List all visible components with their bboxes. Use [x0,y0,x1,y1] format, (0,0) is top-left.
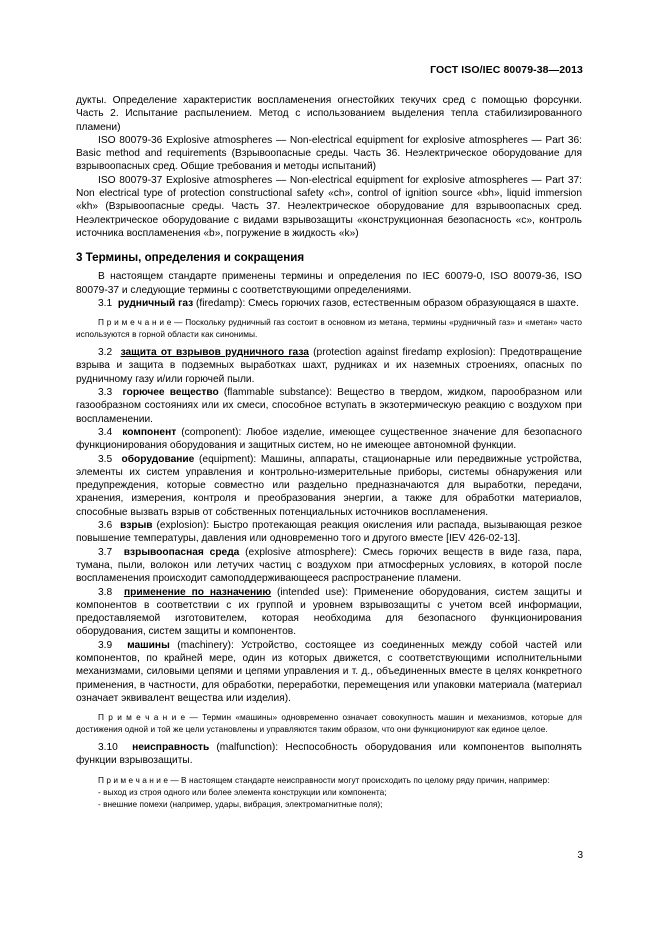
term-3-2 [76,346,582,386]
term-number: 3.9 [98,639,113,651]
note-label: П р и м е ч а н и е [98,317,172,328]
document-code-header: ГОСТ ISO/IEC 80079-38—2013 [430,64,583,76]
term-3-1 [76,297,582,310]
term-3-5 [76,453,582,519]
term-3-8 [76,586,582,639]
reference-iso-80079-37: ISO 80079-37 Explosive atmospheres — Non-electrical equipment for explosive atmospheres — Part 37: Non electrical type of protection constructional safety «ch», control of ignition source «bh», liquid immersion «kh» (Взрывоопасные среды. Часть 37. Неэлектрическое оборудование для взрывоопасных сред. Неэлектрическое оборудование с видами взрывозащиты «конструкционная безопасность «c», контроль источника воспламенения «b», погружение в жидкость «k») [76,174,582,239]
note-label: П р и м е ч а н и е [98,774,168,785]
term-number: 3.1 [98,297,113,309]
term-definition: (component): Любое изделие, имеющее существенное значение для безопасного функционирования оборудования и защитных систем, но не имеющее автономной функции. [76,426,582,452]
term-number: 3.4 [98,426,113,438]
note-list-item: - выход из строя одного или более элемента конструкции или компонента; [98,786,387,797]
term-name: защита от взрывов рудничного газа [120,347,309,359]
term-definition: (malfunction): Неспособность оборудования или компонентов выполнять функции взрывозащиты. [76,742,582,767]
note-text: — Термин «машины» одновременно означает совокупность машин и механизмов, которые для достижения одной и той же цели установлены и управляются таким образом, что они функционируют как единое целое. [76,712,582,735]
term-3-7 [76,546,582,586]
term-name: рудничный газ [117,297,194,309]
note-label: П р и м е ч а н и е [98,712,186,723]
term-number: 3.3 [98,387,113,399]
term-number: 3.7 [98,546,113,558]
term-3-10 [76,741,582,768]
section-intro: В настоящем стандарте применены термины и определения по IEC 60079-0, ISO 80079-36, ISO 80079-37 и следующие термины с соответствующими определениями. [76,271,582,296]
term-number: 3.2 [98,347,113,359]
note-text: — В настоящем стандарте неисправности могут происходить по целому ряду причин, например: [168,774,550,785]
note-list-item: - внешние помехи (например, удары, вибрация, электромагнитные поля); [98,798,383,809]
spacer [76,240,582,250]
page-content [76,94,582,810]
term-number: 3.6 [98,520,113,532]
term-number: 3.8 [98,586,113,598]
term-name: неисправность [132,742,210,754]
note-text: — Поскольку рудничный газ состоит в основном из метана, термины «рудничный газ» и «метан» часто используются в горной области как синонимы. [76,317,582,340]
term-number: 3.5 [98,453,113,465]
term-name: применение по назначению [123,586,272,598]
term-name: взрыв [120,520,153,532]
term-3-3 [76,386,582,426]
term-name: компонент [122,426,177,438]
term-definition: (equipment): Машины, аппараты, стационарные или передвижные устройства, элементы их систем управления и контрольно-измерительные приборы, системы обнаружения или предупреждения, которые совместно или раздельно предназначаются для выработки, передачи, хранения, измерения, контроля и преобразования энергии, а также для обработки материалов, способные вызвать взрыв от собственных потенциальных источников воспламенения. [76,453,582,518]
term-number: 3.10 [98,742,118,754]
term-3-9 [76,639,582,705]
term-definition: (machinery): Устройство, состоящее из соединенных между собой частей или компонентов, по крайней мере, один из которых движется, с соответствующими исполнительными механизмами, силовыми цепями и цепями управления и т. д., объединенных вместе в целях конкретного применения, в частности, для обработки, переработки, перемещения или упаковки материала (материал означает эквивалент вещества или изделия). [76,639,582,704]
section-title: 3 Термины, определения и сокращения [76,251,305,265]
term-3-6 [76,519,582,546]
term-name: взрывоопасная среда [123,546,240,558]
note-3-9 [76,711,582,735]
term-definition: (flammable substance): Вещество в твердом, жидком, парообразном или газообразном состояниях или их смеси, способное вступать в экзотермическую реакцию с воздухом при воспламенении. [76,387,583,425]
term-definition: (intended use): Применение оборудования, систем защиты и компонентов в соответствии с их группой и уровнем взрывозащиты с учетом всей информации, предоставляемой изготовителем, которая необходима для безопасного функционирования оборудования, систем защиты и компонентов. [76,586,582,638]
note-3-10 [76,774,582,786]
term-definition: (firedamp): Смесь горючих газов, естественным образом образующаяся в шахте. [193,297,579,309]
term-definition: (explosion): Быстро протекающая реакция окисления или распада, вызывающая резкое повышение температуры, давления или одновременно того и другого вместе [IEV 426-02-13]. [76,520,582,545]
reference-continuation: дукты. Определение характеристик воспламенения огнестойких текучих сред с помощью форсунки. Часть 2. Испытание распылением. Метод с использованием выделения тепла стабилизированного пламени) [76,95,582,133]
page-number: 3 [577,850,583,861]
term-3-4 [76,426,582,453]
term-name: машины [127,639,170,651]
term-definition: (protection against firedamp explosion): Предотвращение взрыва и защита в подземных выработках шахт, рудниках и их наземных строениях, опасных по рудничному газу и/или горючей пыли. [76,347,582,385]
term-name: оборудование [121,453,195,465]
term-name: горючее вещество [122,387,219,399]
term-definition: (explosive atmosphere): Смесь горючих веществ в виде газа, пара, тумана, пыли, волокон или летучих частиц с воздухом при атмосферных условиях, в которой после воспламенения происходит самоподдерживающееся распространение пламени. [76,546,582,585]
note-3-1 [76,316,582,340]
reference-iso-80079-36: ISO 80079-36 Explosive atmospheres — Non-electrical equipment for explosive atmospheres — Part 36: Basic method and requirements (Взрывоопасные среды. Часть 36. Неэлектрическое оборудование для взрывоопасных сред. Общие требования и методы испытаний) [76,134,582,173]
